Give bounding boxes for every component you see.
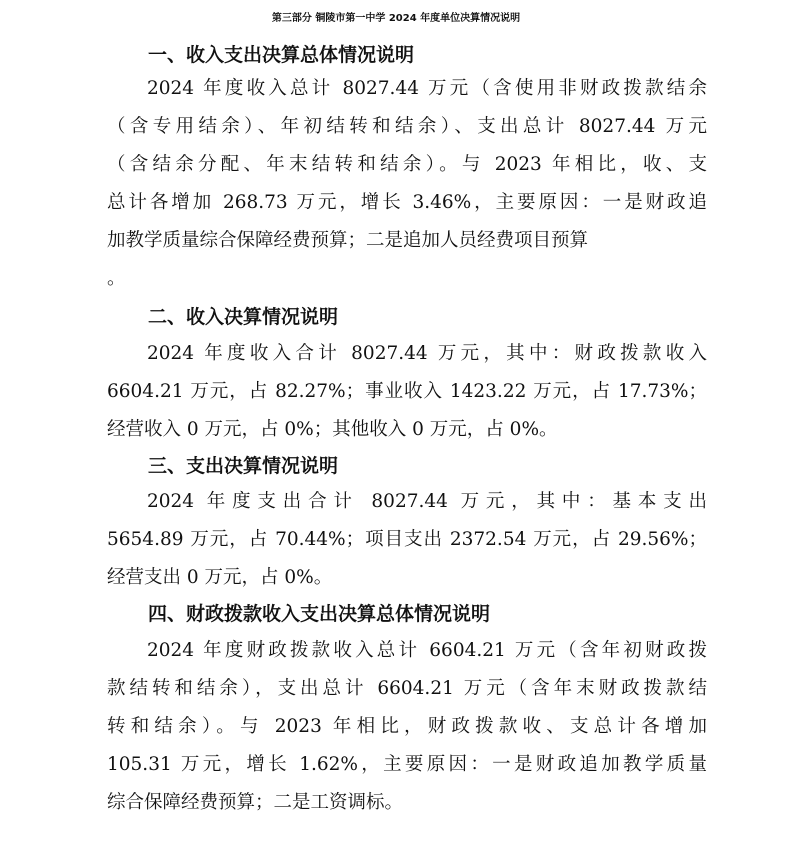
body-line: 2024 年度财政拨款收入总计 6604.21 万元（含年初财政拨 <box>147 640 707 661</box>
section-heading-expenditure: 三、支出决算情况说明 <box>148 455 339 477</box>
body-line: （含专用结余）、年初结转和结余）、支出总计 8027.44 万元 <box>107 116 707 137</box>
body-line: 105.31 万元，增长 1.62%，主要原因：一是财政追加教学质量 <box>107 754 707 775</box>
body-line: 转和结余）。与 2023 年相比，财政拨款收、支总计各增加 <box>107 716 707 737</box>
body-line: 2024 年度收入总计 8027.44 万元（含使用非财政拨款结余 <box>147 78 707 99</box>
section-heading-overall: 一、收入支出决算总体情况说明 <box>148 44 415 66</box>
body-line: （含结余分配、年末结转和结余）。与 2023 年相比，收、支 <box>107 154 707 175</box>
body-line: 综合保障经费预算；二是工资调标。 <box>107 792 404 813</box>
body-line: 加教学质量综合保障经费预算；二是追加人员经费项目预算 <box>107 230 589 251</box>
document-title: 第三部分 铜陵市第一中学 2024 年度单位决算情况说明 <box>271 13 521 24</box>
section-heading-fiscal: 四、财政拨款收入支出决算总体情况说明 <box>148 603 491 625</box>
section-body-expenditure <box>107 483 707 597</box>
section-heading-income: 二、收入决算情况说明 <box>148 306 339 328</box>
body-line: 经营收入 0 万元，占 0%；其他收入 0 万元，占 0%。 <box>107 419 558 440</box>
section-body-fiscal <box>107 632 707 822</box>
section-body-income <box>107 335 707 449</box>
body-line: 2024 年度收入合计 8027.44 万元，其中：财政拨款收入 <box>147 343 707 364</box>
body-line: 。 <box>107 268 126 289</box>
body-line: 2024 年度支出合计 8027.44 万元，其中：基本支出 <box>147 491 707 512</box>
body-line: 总计各增加 268.73 万元，增长 3.46%，主要原因：一是财政追 <box>107 192 707 213</box>
body-line: 经营支出 0 万元，占 0%。 <box>107 567 333 588</box>
body-line: 5654.89 万元，占 70.44%；项目支出 2372.54 万元，占 29.56%； <box>107 529 707 550</box>
body-line: 款结转和结余），支出总计 6604.21 万元（含年末财政拨款结 <box>107 678 707 699</box>
section-body-overall <box>107 70 707 298</box>
body-line: 6604.21 万元，占 82.27%；事业收入 1423.22 万元，占 17.73%； <box>107 381 707 402</box>
